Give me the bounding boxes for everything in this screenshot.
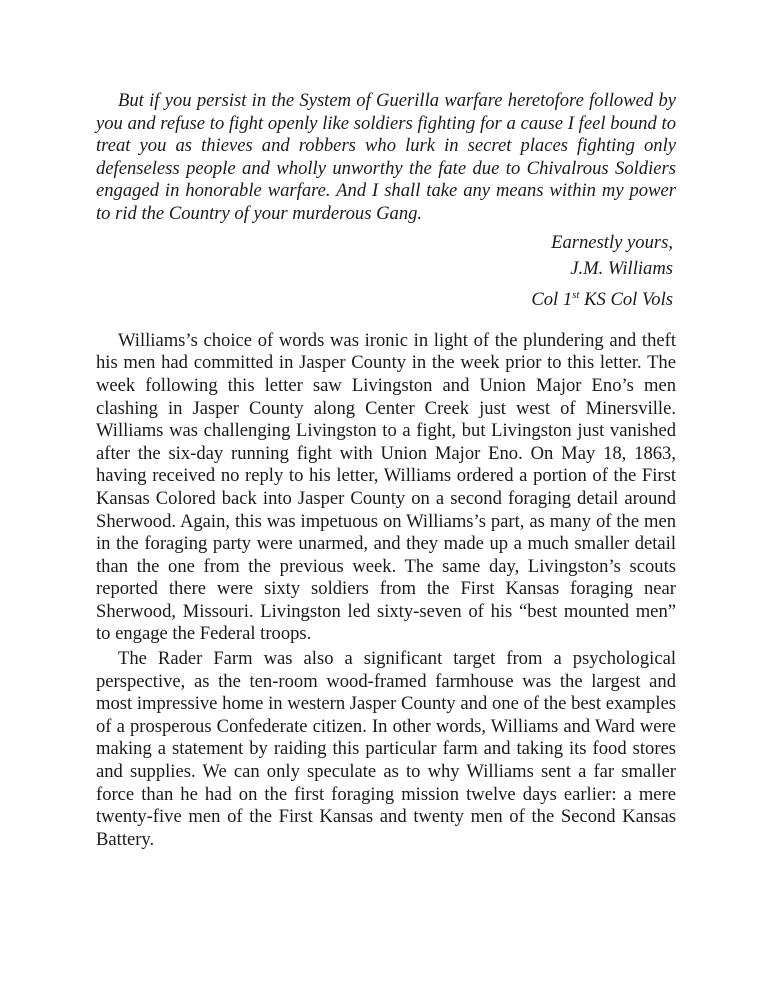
closing-salutation: Earnestly yours, xyxy=(551,231,673,253)
signature-title-prefix: Col 1 xyxy=(531,288,573,310)
letter-closing xyxy=(96,230,673,313)
body-text xyxy=(96,330,676,852)
signature-title-suffix: KS Col Vols xyxy=(579,288,673,310)
letter-quote: But if you persist in the System of Guerilla warfare heretofore followed by you and refuse to fight openly like soldiers fighting for a cause I feel bound to treat you as thieves and robbers who lurk in secret places fighting only defenseless people and wholly unworthy the fate due to Chivalrous Soldiers engaged in honorable warfare. And I shall take any means within my power to rid the Country of your murderous Gang. xyxy=(96,90,676,224)
signature-title-sup: st xyxy=(572,288,580,301)
signature-name: J.M. Williams xyxy=(570,257,673,279)
page-content xyxy=(96,90,676,851)
body-paragraph-1: Williams’s choice of words was ironic in light of the plundering and theft his men had committed in Jasper County in the week prior to this letter. The week following this letter saw Livingston and Union Major Eno’s men clashing in Jasper County along Center Creek just west of Minersville. Williams was challenging Livingston to a fight, but Livingston just vanished after the six-day running fight with Union Major Eno. On May 18, 1863, having received no reply to his letter, Williams ordered a portion of the First Kansas Colored back into Jasper County on a second foraging detail around Sherwood. Again, this was impetuous on Williams’s part, as many of the men in the foraging party were unarmed, and they made up a much smaller detail than the one from the previous week. The same day, Livingston’s scouts reported there were sixty soldiers from the First Kansas foraging near Sherwood, Missouri. Livingston led sixty-seven of his “best mounted men” to engage the Federal troops. xyxy=(96,329,676,645)
body-paragraph-2: The Rader Farm was also a significant target from a psychological perspective, as the ten-room wood-framed farmhouse was the largest and most impressive home in western Jasper County and one of the best examples of a prosperous Confederate citizen. In other words, Williams and Ward were making a statement by raiding this particular farm and taking its food stores and supplies. We can only speculate as to why Williams sent a far smaller force than he had on the first foraging mission twelve days earlier: a mere twenty-five men of the First Kansas and twenty men of the Second Kansas Battery. xyxy=(96,648,676,850)
signature-title xyxy=(96,282,673,313)
